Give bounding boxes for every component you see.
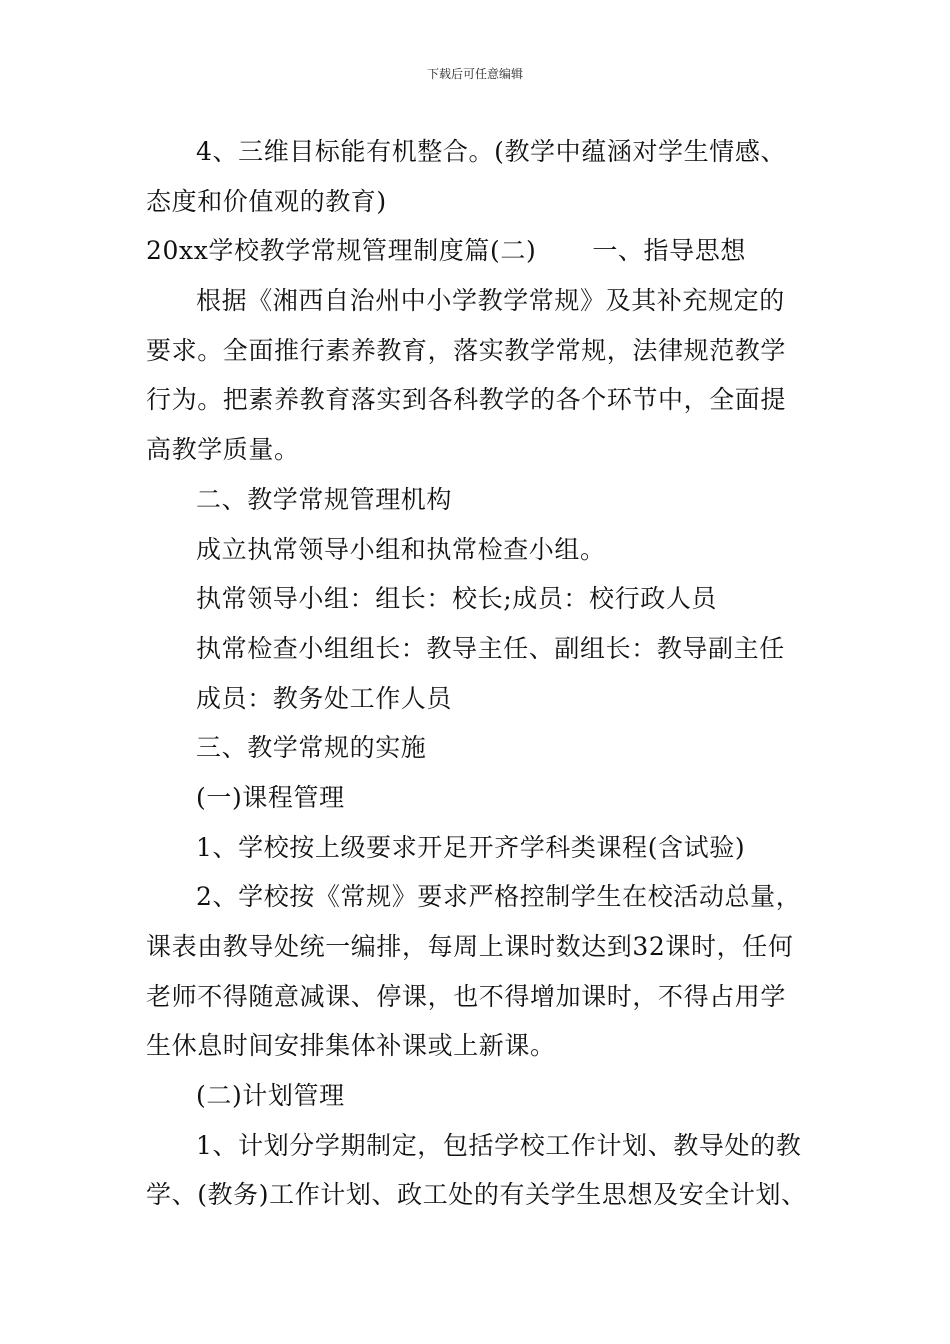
paragraph-line: 行为。把素养教育落实到各科教学的各个环节中，全面提: [146, 385, 787, 415]
paragraph-line: 老师不得随意减课、停课，也不得增加课时，不得占用学: [146, 981, 787, 1011]
document-title: 20xx学校教学常规管理制度篇(二): [146, 236, 537, 266]
paragraph-line: 执常检查小组组长：教导主任、副组长：教导副主任: [196, 633, 785, 663]
document-body: [146, 127, 826, 1220]
paragraph-line: 1、学校按上级要求开足开齐学科类课程(含试验): [196, 832, 746, 862]
paragraph-line: 学、(教务)工作计划、政工处的有关学生思想及安全计划、: [146, 1180, 807, 1210]
page-header: 下载后可任意编辑: [426, 67, 523, 81]
paragraph-line: 1、计划分学期制定，包括学校工作计划、教导处的教: [196, 1130, 802, 1160]
section-heading: 三、教学常规的实施: [196, 733, 427, 763]
section-heading: 一、指导思想: [592, 236, 746, 266]
paragraph-line: 生休息时间安排集体补课或上新课。: [146, 1031, 556, 1061]
subsection-heading: (一)课程管理: [196, 782, 345, 812]
paragraph-line: 2、学校按《常规》要求严格控制学生在校活动总量，: [196, 882, 802, 912]
paragraph-line: 根据《湘西自治州中小学教学常规》及其补充规定的: [196, 286, 785, 316]
paragraph-line: 成立执常领导小组和执常检查小组。: [196, 534, 606, 564]
paragraph-line: 高教学质量。: [146, 435, 300, 465]
paragraph-line: 课表由教导处统一编排，每周上课时数达到32课时，任何: [146, 932, 794, 961]
paragraph-line: 执常领导小组：组长：校长;成员：校行政人员: [196, 584, 718, 614]
subsection-heading: (二)计划管理: [196, 1081, 345, 1111]
paragraph-line: 成员：教务处工作人员: [196, 683, 453, 713]
section-heading-line: [146, 226, 826, 276]
paragraph-line: 4、三维目标能有机整合。(教学中蕴涵对学生情感、: [196, 137, 787, 166]
section-heading: 二、教学常规管理机构: [196, 484, 453, 514]
paragraph-line: 要求。全面推行素养教育，落实教学常规，法律规范教学: [146, 335, 787, 365]
paragraph-line: 态度和价值观的教育): [146, 186, 387, 216]
